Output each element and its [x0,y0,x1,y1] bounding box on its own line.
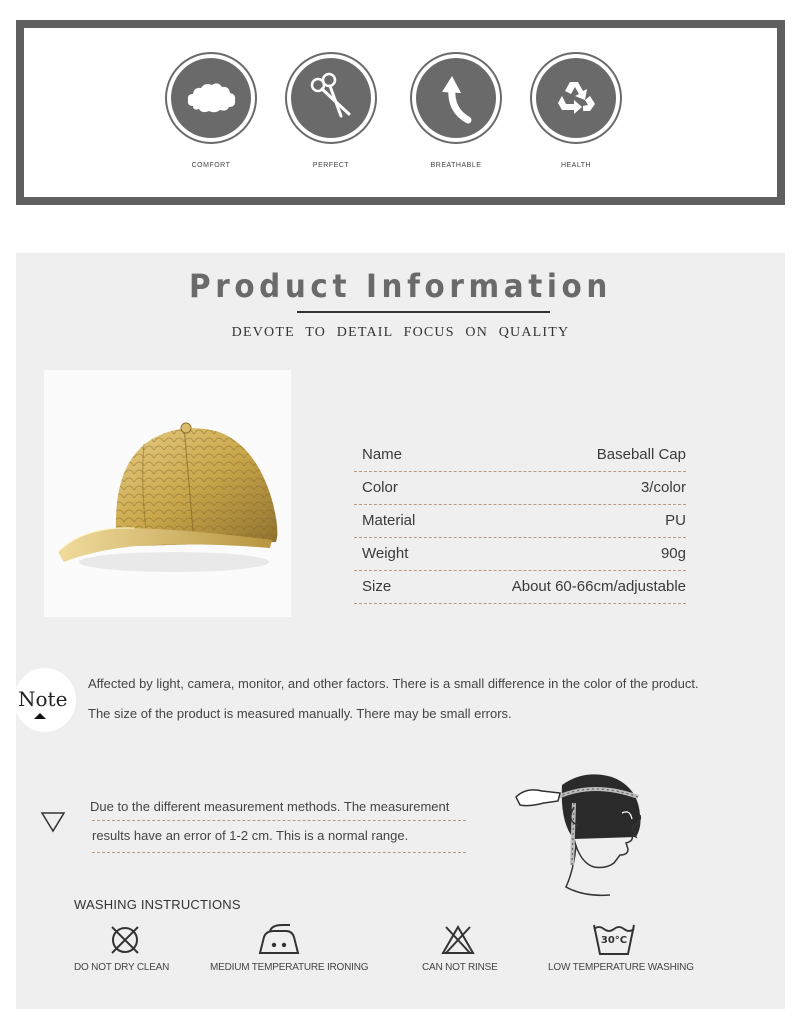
note-label: Note [18,687,68,711]
spec-key: Name [362,446,403,463]
washing-label: DO NOT DRY CLEAN [74,962,170,973]
product-info-panel [16,253,785,1009]
spec-row [354,571,686,604]
spec-key: Material [362,512,416,529]
spec-row [354,472,686,505]
section-subtitle: DEVOTE TO DETAIL FOCUS ON QUALITY [231,325,570,340]
washing-label: CAN NOT RINSE [422,962,498,973]
spec-value: PU [665,512,686,529]
spec-value: About 60-66cm/adjustable [511,578,686,595]
recycle-icon [552,74,600,122]
spec-row [354,538,686,571]
washing-label: MEDIUM TEMPERATURE IRONING [210,962,369,973]
wash-temperature: 30°C [600,935,628,946]
section-title: Product Information [189,267,612,305]
spec-value: Baseball Cap [596,446,686,463]
note-text: Affected by light, camera, monitor, and other factors. There is a small difference in the color of the product. [88,676,699,691]
head-measurement-illustration [514,763,654,903]
feature-label: HEALTH [560,162,592,169]
spec-row [354,439,686,472]
washing-title: WASHING INSTRUCTIONS [74,897,241,912]
title-divider [297,311,550,313]
spec-value: 3/color [640,479,686,496]
spec-row [354,505,686,538]
dashed-divider [92,820,466,821]
iron-icon [256,923,302,957]
feature-breathable [408,52,504,169]
feature-comfort [163,52,259,169]
spec-key: Size [362,578,392,595]
triangle-down-icon [40,811,66,833]
spec-table [354,439,686,604]
no-bleach-icon [440,923,476,957]
feature-label: COMFORT [191,162,231,169]
cloud-icon [183,78,239,118]
measurement-text: Due to the different measurement methods. The measurement [90,799,450,814]
caret-up-icon [34,713,46,719]
gold-cap-image [44,370,291,617]
scissors-icon [303,70,359,126]
dashed-divider [92,852,466,853]
spec-value: 90g [660,545,686,562]
spec-key: Weight [362,545,409,562]
measurement-text: results have an error of 1-2 cm. This is a normal range. [92,828,409,843]
curved-arrow-up-icon [428,70,484,126]
feature-label: BREATHABLE [430,162,482,169]
note-text: The size of the product is measured manually. There may be small errors. [88,706,512,721]
feature-perfect [283,52,379,169]
spec-key: Color [362,479,398,496]
feature-health [528,52,624,169]
wash-tub-icon [592,923,636,957]
washing-label: LOW TEMPERATURE WASHING [548,962,694,973]
no-dry-clean-icon [108,923,142,957]
feature-label: PERFECT [312,162,350,169]
feature-banner [16,20,785,205]
product-photo [44,370,291,617]
